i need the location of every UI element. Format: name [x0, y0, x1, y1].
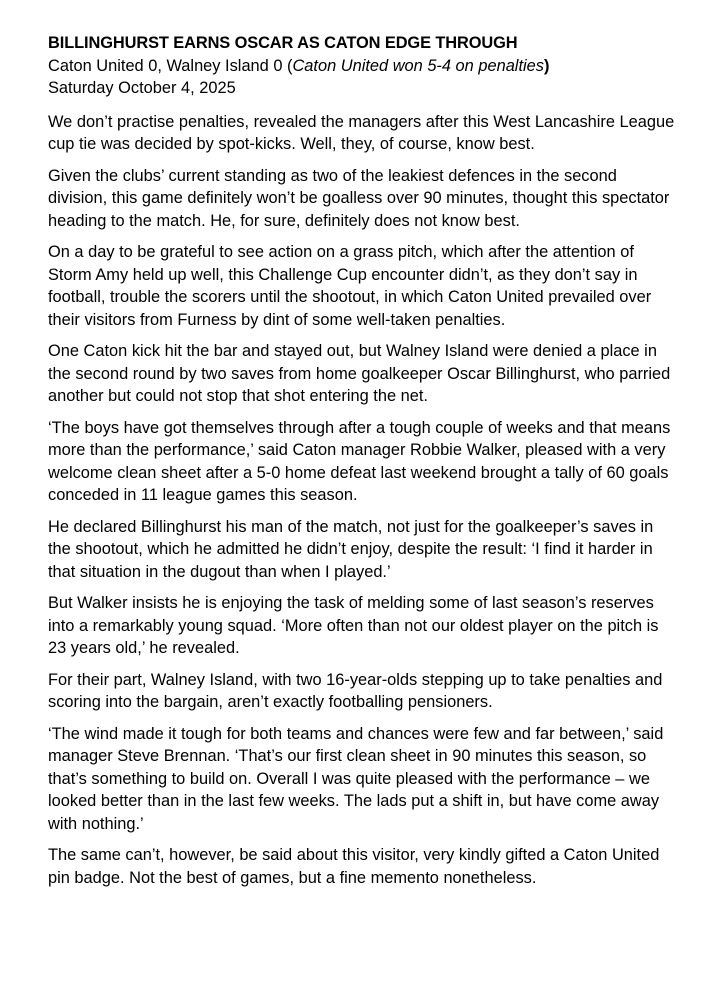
paragraph: ‘The wind made it tough for both teams and chances were few and far between,’ said manager Steve Brennan. ‘That’s our first clean sheet in 90 minutes this season, so that’s something to build on. Overall I was quite pleased with the performance – we looked better than in the last few weeks. The lads put a shift in, but have come away with nothing.’: [48, 724, 664, 833]
article: [48, 32, 678, 898]
headline: BILLINGHURST EARNS OSCAR AS CATON EDGE THROUGH: [48, 34, 518, 52]
score-result: Caton United 0, Walney Island 0 (: [48, 56, 293, 75]
paragraph: But Walker insists he is enjoying the task of melding some of last season’s reserves into a remarkably young squad. ‘More often than not our oldest player on the pitch is 23 years old,’ he revealed.: [48, 594, 659, 657]
paragraph: Given the clubs’ current standing as two of the leakiest defences in the second division, this game definitely won’t be goalless over 90 minutes, thought this spectator heading to the match. He, for sure, definitely does not know best.: [48, 166, 670, 230]
score-line: [48, 55, 678, 78]
paragraph: The same can’t, however, be said about this visitor, very kindly gifted a Caton United pin badge. Not the best of games, but a fine memento nonetheless.: [48, 846, 660, 887]
score-close: ): [543, 56, 550, 75]
paragraph: One Caton kick hit the bar and stayed out, but Walney Island were denied a place in the second round by two saves from home goalkeeper Oscar Billinghurst, who parried another but could not stop that shot entering the net.: [48, 342, 671, 405]
paragraph: On a day to be grateful to see action on a grass pitch, which after the attention of Storm Amy held up well, this Challenge Cup encounter didn’t, as they don’t say in football, trouble the scorers until the shootout, in which Caton United prevailed over their visitors from Furness by dint of some well-taken penalties.: [48, 243, 652, 329]
paragraph: He declared Billinghurst his man of the match, not just for the goalkeeper’s saves in the shootout, which he admitted he didn’t enjoy, despite the result: ‘I find it harder in that situation in the dugout than when I played.’: [48, 517, 654, 581]
penalties-note: Caton United won 5-4 on penalties: [292, 56, 544, 75]
paragraph: For their part, Walney Island, with two 16-year-olds stepping up to take penalties and scoring into the bargain, aren’t exactly footballing pensioners.: [48, 670, 663, 711]
match-date: Saturday October 4, 2025: [48, 79, 236, 97]
paragraph: We don’t practise penalties, revealed the managers after this West Lancashire League cup tie was decided by spot-kicks. Well, they, of course, know best.: [48, 112, 675, 153]
paragraph: ‘The boys have got themselves through after a tough couple of weeks and that means more than the performance,’ said Caton manager Robbie Walker, pleased with a very welcome clean sheet after a 5-0 home defeat last weekend brought a tally of 60 goals conceded in 11 league games this season.: [48, 418, 671, 504]
